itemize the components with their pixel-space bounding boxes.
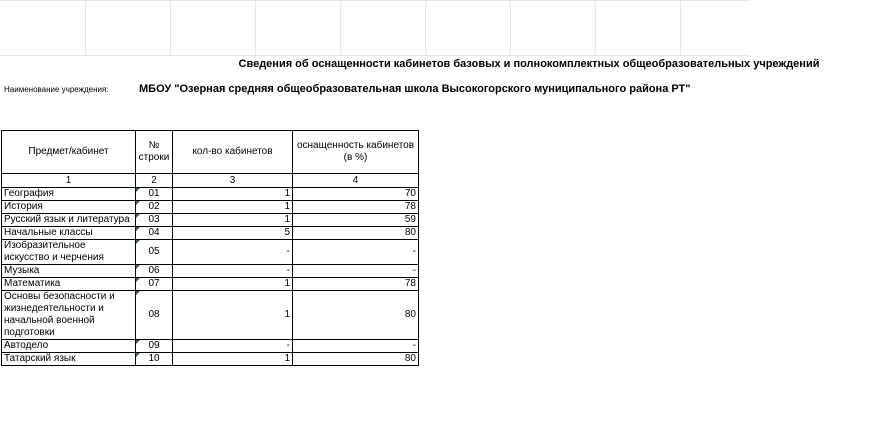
subject-cell[interactable]: Начальные классы — [2, 227, 136, 240]
subject-cell[interactable]: Основы безопасности и жизнедеятельности и начальной военной подготовки — [2, 291, 136, 340]
equipment-cell[interactable]: - — [293, 265, 419, 278]
equipment-cell[interactable]: 78 — [293, 278, 419, 291]
count-cell[interactable]: 5 — [173, 227, 293, 240]
gridline — [85, 0, 86, 55]
table-row — [2, 265, 419, 278]
equipment-cell[interactable]: 59 — [293, 214, 419, 227]
table-row — [2, 291, 419, 340]
header-row-number[interactable]: № строки — [136, 131, 173, 174]
equipment-cell[interactable]: - — [293, 240, 419, 265]
count-cell[interactable]: - — [173, 265, 293, 278]
equipment-cell[interactable]: 78 — [293, 201, 419, 214]
code-cell[interactable]: 07 — [136, 278, 173, 291]
header-cabinet-count[interactable]: кол-во кабинетов — [173, 131, 293, 174]
subject-cell[interactable]: География — [2, 188, 136, 201]
table-row — [2, 353, 419, 366]
gridline — [170, 0, 171, 55]
gridline — [425, 0, 426, 55]
subject-cell[interactable]: Музыка — [2, 265, 136, 278]
table-row — [2, 227, 419, 240]
count-cell[interactable]: 1 — [173, 353, 293, 366]
code-cell[interactable]: 01 — [136, 188, 173, 201]
column-number[interactable]: 2 — [136, 174, 173, 188]
subject-cell[interactable]: История — [2, 201, 136, 214]
gridline — [510, 0, 511, 55]
report-title: Сведения об оснащенности кабинетов базовых и полнокомплектных общеобразовательных учреждений — [238, 58, 820, 70]
column-number[interactable]: 1 — [2, 174, 136, 188]
gridline — [595, 0, 596, 55]
subject-cell[interactable]: Изобразительное искусство и черчения — [2, 240, 136, 265]
table-row — [2, 240, 419, 265]
equipment-cell[interactable]: 80 — [293, 353, 419, 366]
table-row — [2, 340, 419, 353]
code-cell[interactable]: 08 — [136, 291, 173, 340]
count-cell[interactable]: 1 — [173, 201, 293, 214]
equipment-table — [1, 130, 419, 366]
count-cell[interactable]: 1 — [173, 291, 293, 340]
count-cell[interactable]: 1 — [173, 278, 293, 291]
code-cell[interactable]: 09 — [136, 340, 173, 353]
gridline — [680, 0, 681, 55]
count-cell[interactable]: - — [173, 340, 293, 353]
table-row — [2, 214, 419, 227]
institution-label: Наименование учреждения: — [4, 85, 109, 94]
count-cell[interactable]: - — [173, 240, 293, 265]
gridline — [0, 55, 750, 56]
code-cell[interactable]: 02 — [136, 201, 173, 214]
count-cell[interactable]: 1 — [173, 214, 293, 227]
subject-cell[interactable]: Татарский язык — [2, 353, 136, 366]
gridline — [340, 0, 341, 55]
table-row — [2, 201, 419, 214]
institution-name: МБОУ "Озерная средняя общеобразовательная школа Высокогорского муниципального района РТ" — [139, 83, 691, 95]
gridline — [255, 0, 256, 55]
subject-cell[interactable]: Автодело — [2, 340, 136, 353]
table-row — [2, 278, 419, 291]
code-cell[interactable]: 04 — [136, 227, 173, 240]
subject-cell[interactable]: Русский язык и литература — [2, 214, 136, 227]
equipment-cell[interactable]: 70 — [293, 188, 419, 201]
subject-cell[interactable]: Математика — [2, 278, 136, 291]
equipment-cell[interactable]: 80 — [293, 227, 419, 240]
count-cell[interactable]: 1 — [173, 188, 293, 201]
header-equipment-percent[interactable]: оснащенность кабинетов (в %) — [293, 131, 419, 174]
code-cell[interactable]: 10 — [136, 353, 173, 366]
header-subject[interactable]: Предмет/кабинет — [2, 131, 136, 174]
column-number[interactable]: 4 — [293, 174, 419, 188]
code-cell[interactable]: 06 — [136, 265, 173, 278]
code-cell[interactable]: 03 — [136, 214, 173, 227]
code-cell[interactable]: 05 — [136, 240, 173, 265]
column-number-row — [2, 174, 419, 188]
equipment-cell[interactable]: - — [293, 340, 419, 353]
gridline — [0, 0, 750, 1]
table-header-row — [2, 131, 419, 174]
column-number[interactable]: 3 — [173, 174, 293, 188]
equipment-cell[interactable]: 80 — [293, 291, 419, 340]
table-row — [2, 188, 419, 201]
